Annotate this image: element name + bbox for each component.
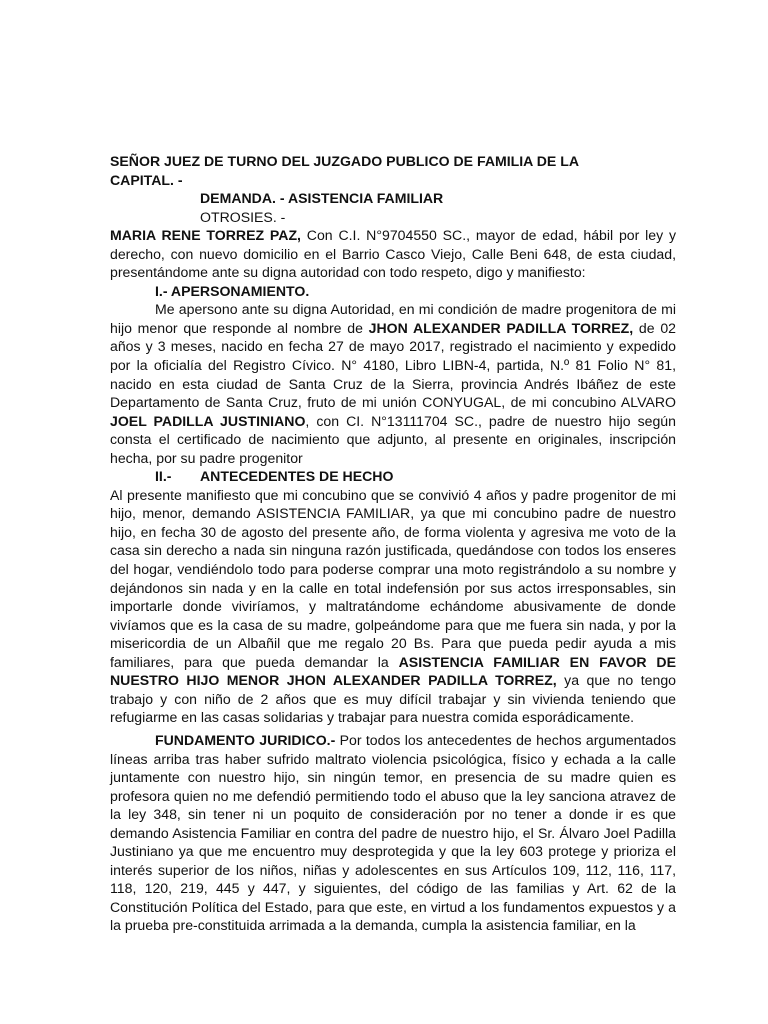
- section1-heading: I.- APERSONAMIENTO.: [155, 282, 310, 299]
- otrosies-label: OTROSIES. -: [200, 208, 286, 225]
- section3-heading: FUNDAMENTO JURIDICO.-: [155, 731, 336, 748]
- demand-title: DEMANDA. - ASISTENCIA FAMILIAR: [200, 190, 444, 207]
- addressee-heading: [110, 152, 676, 189]
- section2-bold-request: ASISTENCIA FAMILIAR EN FAVOR DE NUESTRO HIJO MENOR JHON ALEXANDER PADILLA TORREZ,: [110, 653, 677, 689]
- addressee-line1: SEÑOR JUEZ DE TURNO DEL JUZGADO PUBLICO DE FAMILIA DE LA: [110, 153, 580, 169]
- section3-text: Por todos los antecedentes de hechos argumentados líneas arriba tras haber sufrido maltrato violencia psicológica, físico y echada a la calle juntamente con nuestro hijo, sin ningún temor, en presencia de su madre quien es profesora quien no me defendió permitiendo todo el abuso que la ley sanciona atravez de la ley 348, sin tener ni un poquito de consideración por no tener a donde ir es que demando Asistencia Familiar en contra del padre de nuestro hijo, el Sr. Álvaro Joel Padilla Justiniano ya que me encuentro muy desprotegida y que la ley 603 protege y prioriza el interés superior de los niños, niñas y adolescentes en sus Artículos 109, 112, 116, 117, 118, 120, 219, 445 y 447, y siguientes, del código de las familias y Art. 62 de la Constitución Política del Estado, para que este, en virtud a los fundamentos expuestos y a la prueba pre-constituida arrimada a la demanda, cumpla la asistencia familiar, en la: [110, 731, 676, 934]
- intro-paragraph: [110, 226, 676, 282]
- intro-text: Con C.I. N°9704550 SC., mayor de edad, hábil por ley y derecho, con nuevo domicilio en el Barrio Casco Viejo, Calle Beni 648, de esta ciudad, presentándome ante su digna autoridad con todo respeto, digo y manifiesto:: [110, 227, 677, 281]
- section1-text-a: Me apersono ante su digna Autoridad, en mi condición de madre progenitora de mi hijo menor que responde al nombre de: [110, 301, 676, 336]
- section1-text-b: de 02 años y 3 meses, nacido en fecha 27 de mayo 2017, registrado el nacimiento y expedido por la oficialía del Registro Cívico. N° 4180, Libro LIBN-4, partida, N.º 81 Folio N° 81, nacido en esta ciudad de Santa Cruz de la Sierra, provincia Andrés Ibáñez de este Departamento de Santa Cruz, fruto de mi unión CONYUGAL, de mi concubino ALVARO: [110, 319, 677, 411]
- section2-paragraph: [110, 486, 676, 727]
- section1-text-c: , con CI. N°13111704 SC., padre de nuestro hijo según consta el certificado de nacimiento que adjunto, al presente en originales, inscripción hecha, por su padre progenitor: [110, 412, 676, 466]
- addressee-line2: CAPITAL. -: [110, 171, 183, 188]
- section2-text-a: Al presente manifiesto que mi concubino que se convivió 4 años y padre progenitor de mi hijo, menor, demando ASISTENCIA FAMILIAR, ya que mi concubino padre de nuestro hijo, en fecha 30 de agosto del presente año, de forma violenta y agresiva me voto de la casa sin derecho a nada sin ninguna razón justificada, quedándose con todos los enseres del hogar, vendiéndolo todo para poderse comprar una moto registrándolo a su nombre y dejándonos sin nada y en la calle en total indefensión por sus actos irresponsables, sin importarle donde viviríamos, y maltratándome echándome abusivamente de donde vivíamos que es la casa de su madre, golpeándome para que me fuera sin nada, y por la misericordia de un Albañil que me regalo 20 Bs. Para que pueda pedir ayuda a mis familiares, para que pueda demandar la: [110, 486, 676, 670]
- document-page: [110, 152, 676, 935]
- section3-paragraph: [110, 731, 676, 935]
- father-name: JOEL PADILLA JUSTINIANO: [110, 412, 306, 429]
- child-name: JHON ALEXANDER PADILLA TORREZ,: [368, 319, 634, 336]
- plaintiff-name: MARIA RENE TORREZ PAZ,: [110, 227, 301, 244]
- section1-paragraph: [110, 300, 676, 467]
- section2-title: ANTECEDENTES DE HECHO: [200, 468, 394, 485]
- section2-number: II.-: [155, 468, 172, 485]
- section2-text-b: ya que no tengo trabajo y con niño de 2 años que es muy difícil trabajar y sin vivienda teniendo que refugiarme en las casas solidarias y trabajar para nuestra comida esporádicamente.: [110, 672, 676, 726]
- section2-heading: [110, 467, 676, 486]
